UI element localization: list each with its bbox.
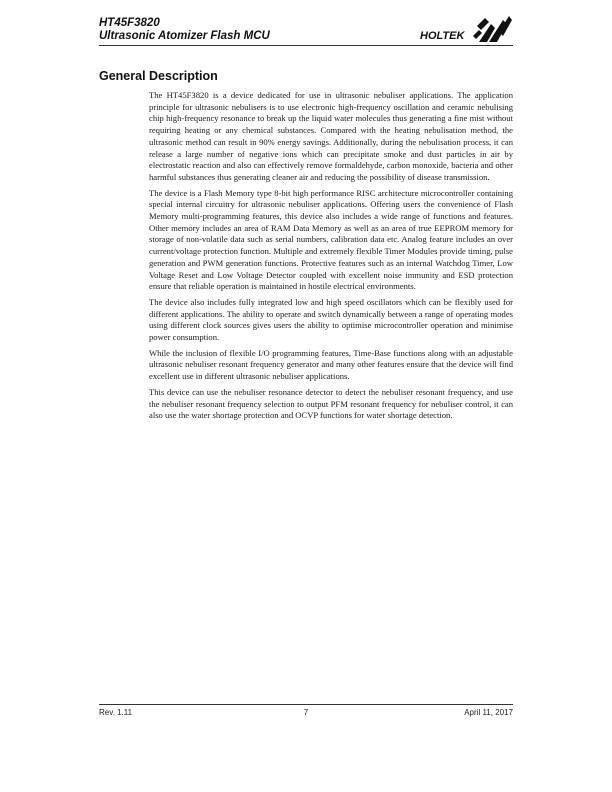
paragraph: The device is a Flash Memory type 8-bit high performance RISC architecture microcontroller containing special internal circuitry for ultrasonic nebuliser applications. Offering users the convenience of Flash Memory multi-programming features, this device also includes a wide range of functions and features. Other memory includes an area of RAM Data Memory as well as an area of true EEPROM memory for storage of non-volatile data such as serial numbers, calibration data etc. Analog feature includes an over current/voltage protection function. Multiple and extremely flexible Timer Modules provide timing, pulse generation and PWM generation functions. Protective features such as an internal Watchdog Timer, Low Voltage Reset and Low Voltage Detector coupled with excellent noise immunity and ESD protection ensure that reliable operation is maintained in hostile electrical environments. — [149, 187, 513, 292]
footer-divider — [99, 704, 513, 705]
logo-text: HOLTEK — [420, 30, 465, 42]
release-date: April 11, 2017 — [464, 708, 513, 717]
paragraph: The HT45F3820 is a device dedicated for use in ultrasonic nebuliser applications. The application principle for ultrasonic nebulisers is to use electronic high-frequency oscillation and ceramic nebulising chip high-frequency resonance to break up the liquid water molecules thus generating a fine mist without requiring heating or any chemical substances. Compared with the heating nebulisation method, the ultrasonic method can result in 90% energy savings. Additionally, during the nebulisation process, it can release a large number of negative ions which can precipitate smoke and dust particles in air by electrostatic reaction and also can effectively remove formaldehyde, carbon monoxide, bacteria and other harmful substances thus generating cleaner air and reducing the possibility of disease transmission. — [149, 90, 513, 182]
paragraph: While the inclusion of flexible I/O programming features, Time-Base functions along with an adjustable ultrasonic nebuliser resonant frequency generator and many other features ensure that the device will find excellent use in different ultrasonic nebuliser applications. — [149, 347, 513, 382]
logo-mark-icon — [473, 16, 512, 42]
header-divider — [99, 45, 513, 46]
page-header — [99, 14, 513, 48]
part-number: HT45F3820 — [99, 17, 160, 29]
revision: Rev. 1.11 — [99, 708, 133, 717]
section-title: General Description — [99, 69, 218, 83]
holtek-logo — [419, 14, 513, 44]
general-description-body — [149, 90, 513, 426]
paragraph: This device can use the nebuliser resonance detector to detect the nebuliser resonant frequency, and use the nebuliser resonant frequency selection to output PFM resonant frequency for nebuliser control, it can also use the water shortage protection and OCVP functions for water shortage detection. — [149, 386, 513, 421]
page-number: 7 — [303, 708, 309, 717]
document-subtitle: Ultrasonic Atomizer Flash MCU — [99, 30, 270, 42]
paragraph: The device also includes fully integrated low and high speed oscillators which can be flexibly used for different applications. The ability to operate and switch dynamically between a range of operating modes using different clock sources gives users the ability to optimise microcontroller operation and minimise power consumption. — [149, 296, 513, 343]
